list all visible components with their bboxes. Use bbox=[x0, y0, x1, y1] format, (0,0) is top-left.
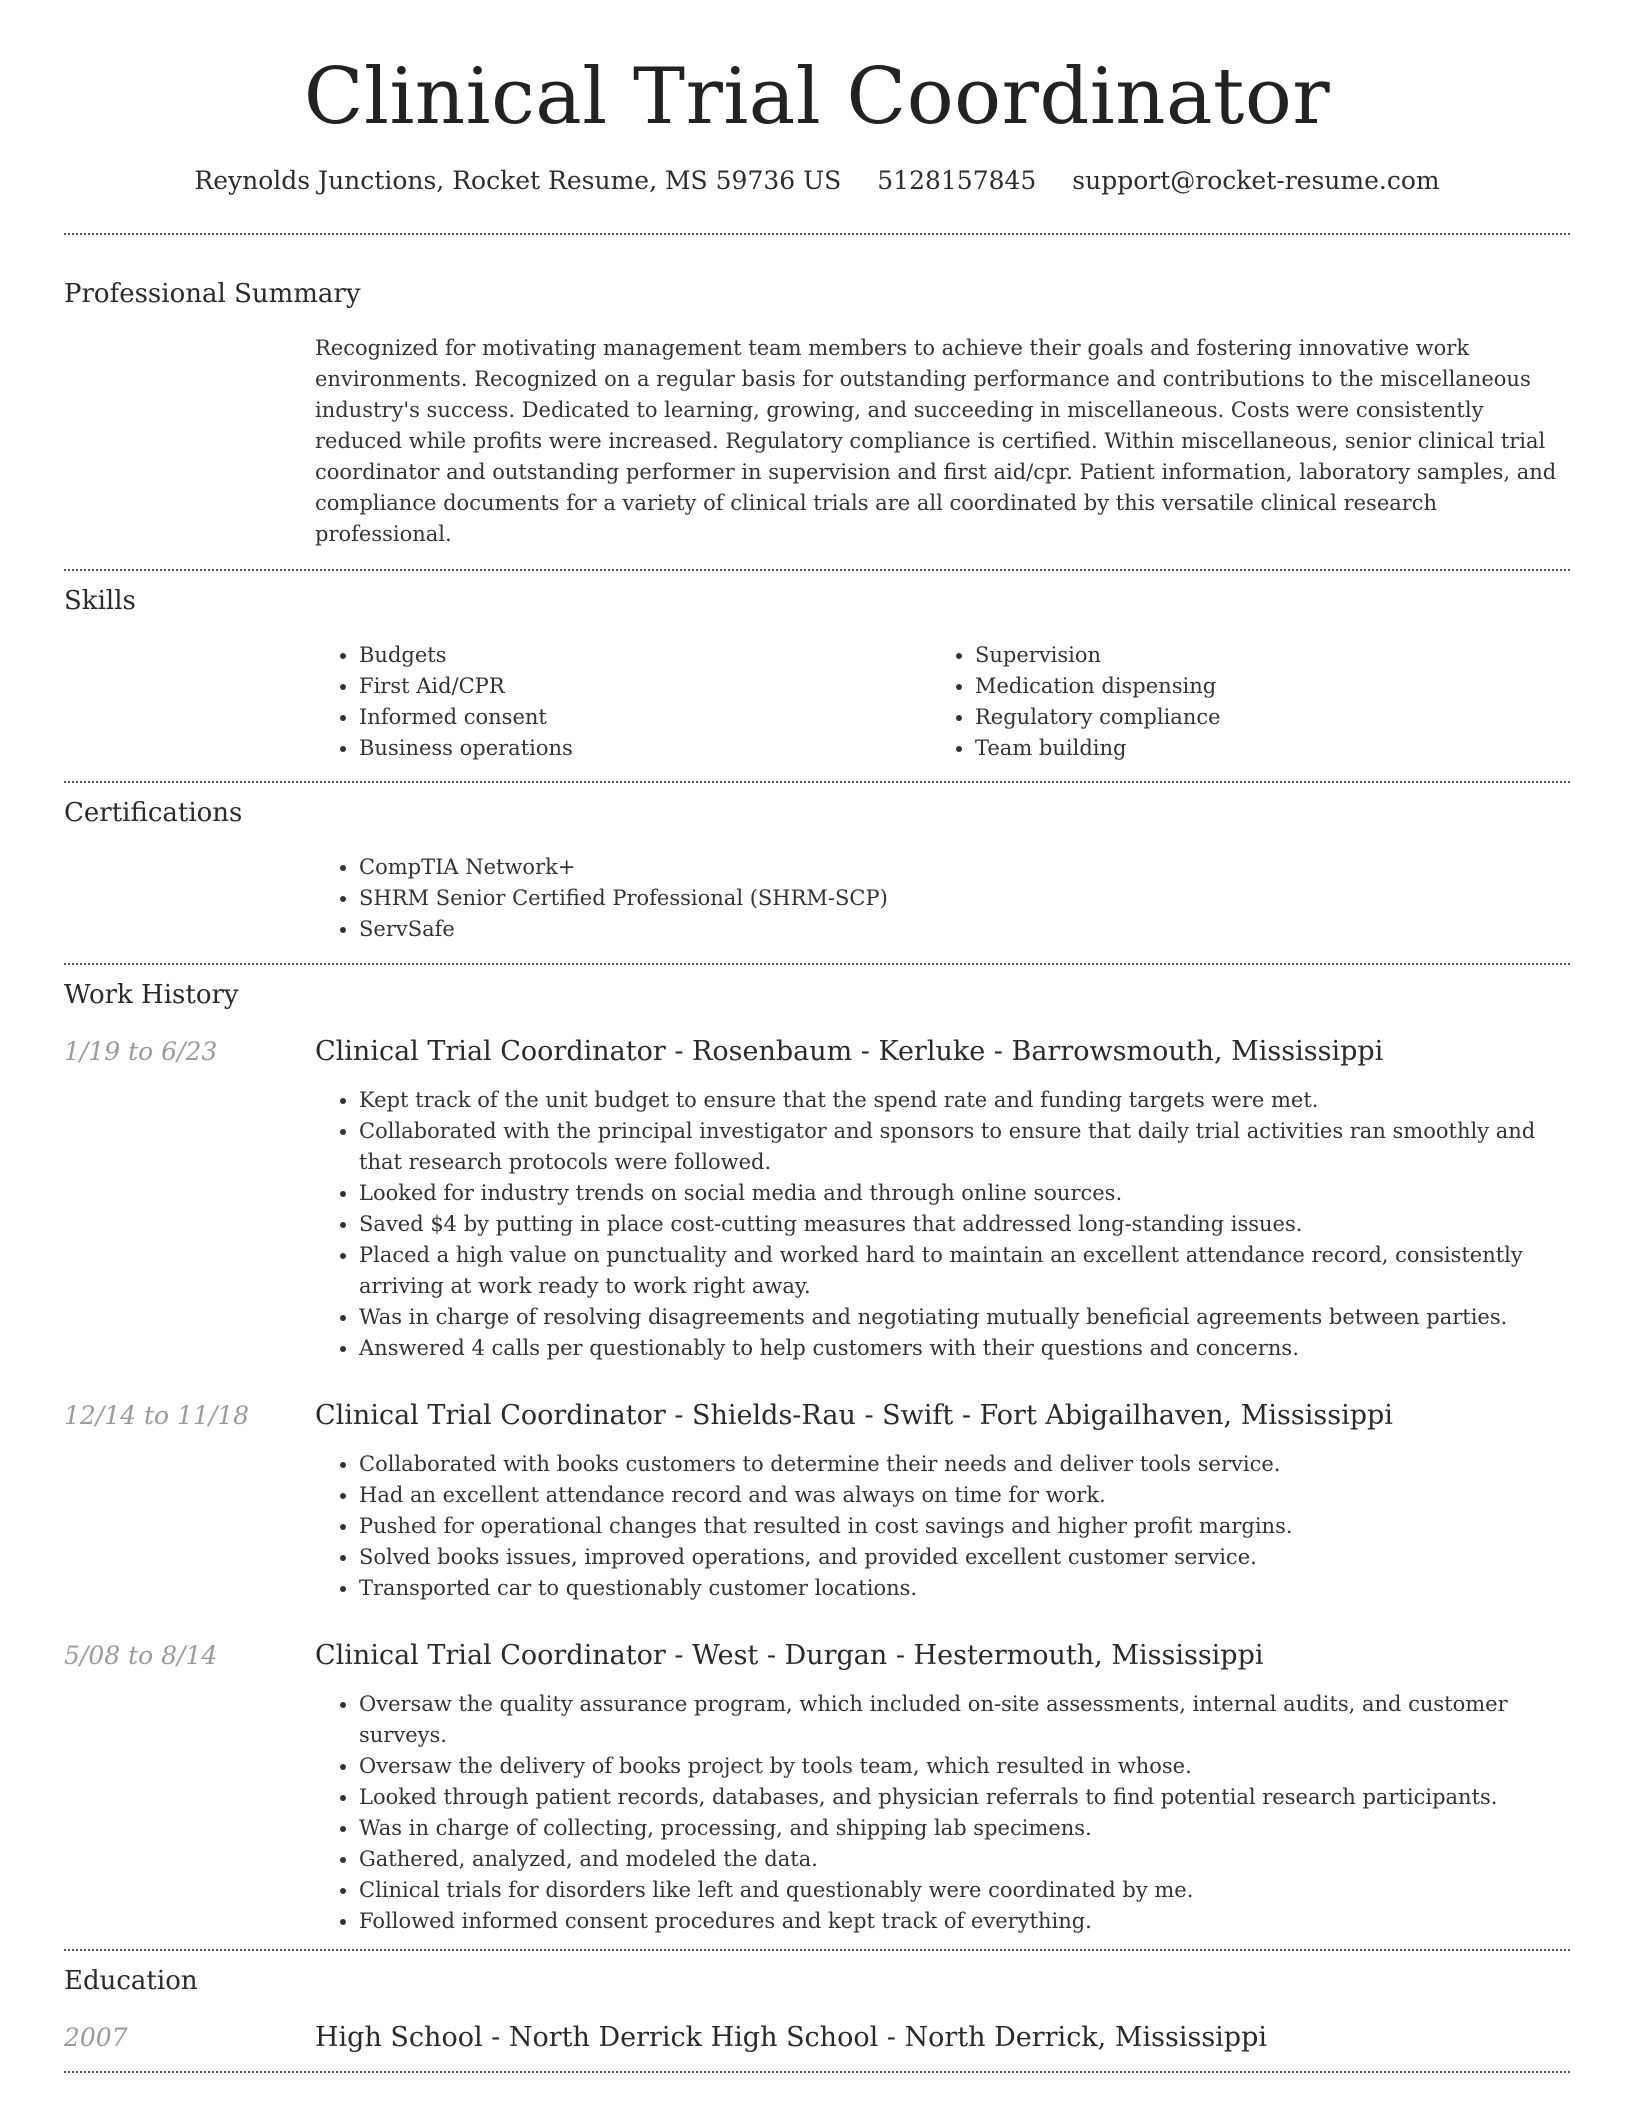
job-bullet: • Transported car to questionably customer locations. bbox=[359, 1573, 1570, 1604]
section-divider bbox=[64, 569, 1570, 571]
skill-item: • Budgets bbox=[359, 640, 931, 671]
section-divider bbox=[64, 233, 1570, 235]
job-bullet: • Solved books issues, improved operations, and provided excellent customer service. bbox=[359, 1542, 1570, 1573]
skills-column-left bbox=[315, 640, 931, 764]
job-bullet: • Pushed for operational changes that resulted in cost savings and higher profit margins. bbox=[359, 1511, 1570, 1542]
certifications-heading: Certifications bbox=[64, 798, 243, 828]
certifications-list bbox=[315, 852, 1570, 945]
skill-item: • Business operations bbox=[359, 733, 931, 764]
skills-heading: Skills bbox=[64, 586, 136, 616]
job-bullet: • Saved $4 by putting in place cost-cutting measures that addressed long-standing issues. bbox=[359, 1209, 1570, 1240]
section-divider bbox=[64, 963, 1570, 965]
resume-name: Clinical Trial Coordinator bbox=[303, 52, 1331, 142]
skills-list bbox=[315, 640, 1570, 764]
certification-item: • CompTIA Network+ bbox=[359, 852, 1570, 883]
job-bullet: • Oversaw the delivery of books project by tools team, which resulted in whose. bbox=[359, 1751, 1570, 1782]
job-header bbox=[64, 1640, 1570, 1671]
skill-item: • Medication dispensing bbox=[975, 671, 1547, 702]
skill-item: • Supervision bbox=[975, 640, 1547, 671]
contact-phone: 5128157845 bbox=[877, 166, 1037, 195]
job-bullets bbox=[315, 1449, 1570, 1604]
contact-address: Reynolds Junctions, Rocket Resume, MS 59736 US bbox=[194, 166, 842, 195]
job-bullet: • Looked through patient records, databases, and physician referrals to find potential research participants. bbox=[359, 1782, 1570, 1813]
job-bullet: • Collaborated with books customers to determine their needs and deliver tools service. bbox=[359, 1449, 1570, 1480]
education-year: 2007 bbox=[64, 2023, 128, 2052]
skill-item: • Team building bbox=[975, 733, 1547, 764]
job-bullet: • Answered 4 calls per questionably to help customers with their questions and concerns. bbox=[359, 1333, 1570, 1364]
summary-heading: Professional Summary bbox=[64, 279, 361, 309]
job-bullet: • Was in charge of collecting, processing, and shipping lab specimens. bbox=[359, 1813, 1570, 1844]
job-bullet: • Kept track of the unit budget to ensure that the spend rate and funding targets were met. bbox=[359, 1085, 1570, 1116]
job-bullet: • Looked for industry trends on social media and through online sources. bbox=[359, 1178, 1570, 1209]
education-school: High School - North Derrick High School - North Derrick, Mississippi bbox=[315, 2022, 1268, 2053]
work-history-heading: Work History bbox=[64, 980, 239, 1010]
resume-page bbox=[64, 0, 1570, 2073]
job-bullet: • Followed informed consent procedures and kept track of everything. bbox=[359, 1906, 1570, 1937]
summary-text: Recognized for motivating management team members to achieve their goals and fostering innovative work environments. Recognized on a regular basis for outstanding performance and contributions to the miscellaneous industry's success. Dedicated to learning, growing, and succeeding in miscellaneous. Costs were consistently reduced while profits were increased. Regulatory compliance is certified. Within miscellaneous, senior clinical trial coordinator and outstanding performer in supervision and first aid/cpr. Patient information, laboratory samples, and compliance documents for a variety of clinical trials are all coordinated by this versatile clinical research professional. bbox=[315, 336, 1557, 546]
job-bullets bbox=[315, 1689, 1570, 1937]
job-title: Clinical Trial Coordinator - West - Durgan - Hestermouth, Mississippi bbox=[315, 1640, 1264, 1671]
job-bullet: • Clinical trials for disorders like left and questionably were coordinated by me. bbox=[359, 1875, 1570, 1906]
section-divider bbox=[64, 781, 1570, 783]
skill-item: • First Aid/CPR bbox=[359, 671, 931, 702]
skills-column-right bbox=[931, 640, 1547, 764]
contact-email: support@rocket-resume.com bbox=[1072, 166, 1440, 195]
job-bullet: • Placed a high value on punctuality and worked hard to maintain an excellent attendance record, consistently arriving at work ready to work right away. bbox=[359, 1240, 1570, 1302]
job-bullet: • Had an excellent attendance record and was always on time for work. bbox=[359, 1480, 1570, 1511]
certification-item: • ServSafe bbox=[359, 914, 1570, 945]
skill-item: • Regulatory compliance bbox=[975, 702, 1547, 733]
education-heading: Education bbox=[64, 1966, 198, 1996]
job-bullet: • Collaborated with the principal investigator and sponsors to ensure that daily trial activities ran smoothly and that research protocols were followed. bbox=[359, 1116, 1570, 1178]
job-bullet: • Was in charge of resolving disagreements and negotiating mutually beneficial agreements between parties. bbox=[359, 1302, 1570, 1333]
education-entry bbox=[64, 2022, 1570, 2053]
section-divider bbox=[64, 2071, 1570, 2073]
job-title: Clinical Trial Coordinator - Rosenbaum - Kerluke - Barrowsmouth, Mississippi bbox=[315, 1036, 1384, 1067]
job-dates: 1/19 to 6/23 bbox=[64, 1037, 218, 1066]
skill-item: • Informed consent bbox=[359, 702, 931, 733]
certification-item: • SHRM Senior Certified Professional (SHRM-SCP) bbox=[359, 883, 1570, 914]
job-bullet: • Gathered, analyzed, and modeled the data. bbox=[359, 1844, 1570, 1875]
section-divider bbox=[64, 1949, 1570, 1951]
job-header bbox=[64, 1036, 1570, 1067]
job-title: Clinical Trial Coordinator - Shields-Rau - Swift - Fort Abigailhaven, Mississippi bbox=[315, 1400, 1393, 1431]
contact-line bbox=[64, 166, 1570, 195]
job-header bbox=[64, 1400, 1570, 1431]
job-dates: 5/08 to 8/14 bbox=[64, 1641, 218, 1670]
job-bullets bbox=[315, 1085, 1570, 1364]
job-dates: 12/14 to 11/18 bbox=[64, 1401, 250, 1430]
job-bullet: • Oversaw the quality assurance program, which included on-site assessments, internal audits, and customer surveys. bbox=[359, 1689, 1570, 1751]
